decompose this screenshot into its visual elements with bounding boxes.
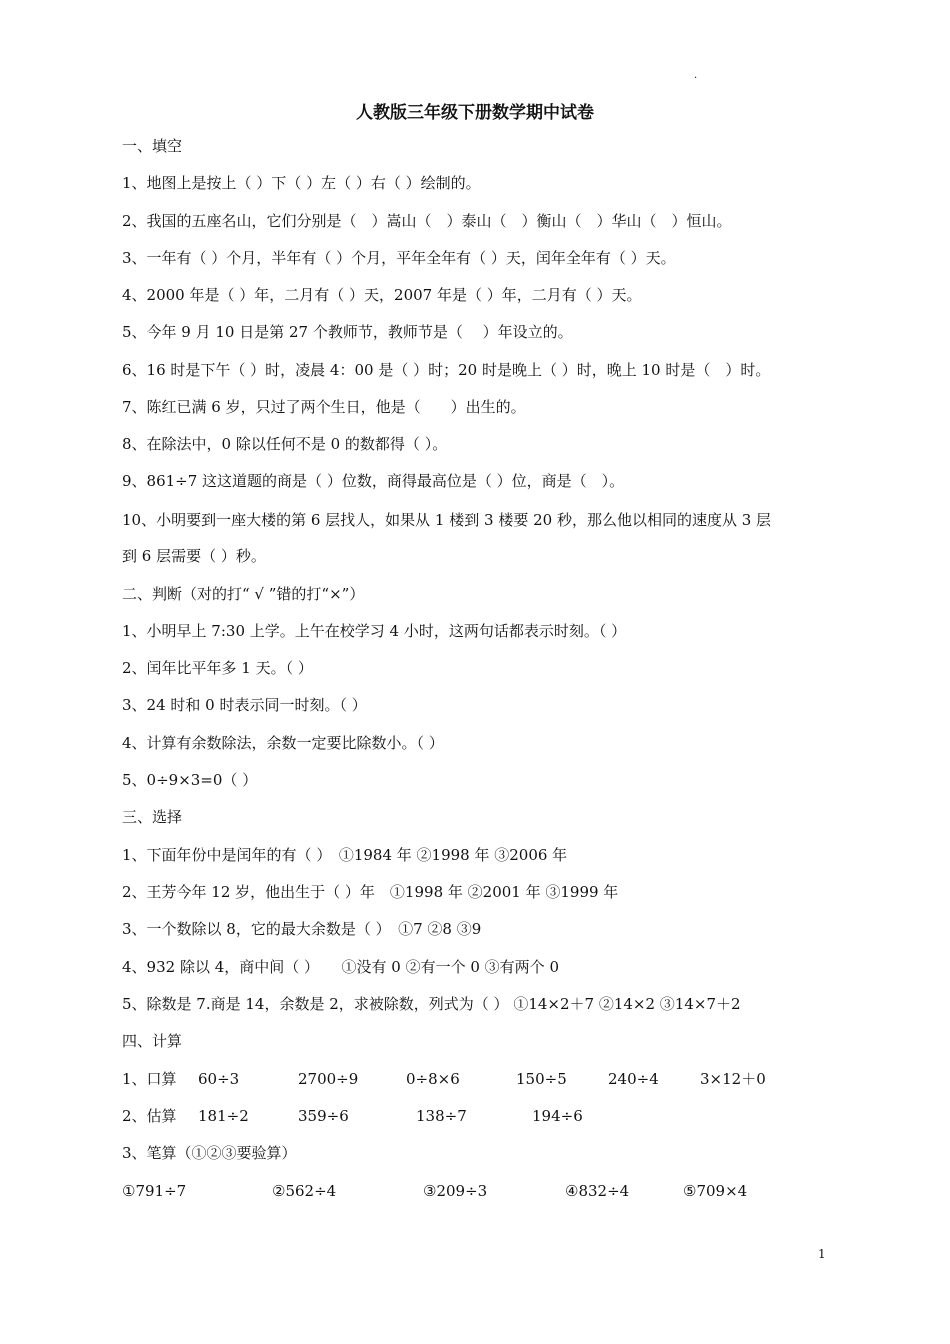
oral-calc-item: 60÷3 (198, 1070, 240, 1088)
page-title: 人教版三年级下册数学期中试卷 (356, 103, 594, 123)
oral-calc-label: 1、口算 (122, 1070, 177, 1088)
fill-question-9: 9、861÷7 这这道题的商是（ ）位数，商得最高位是（ ）位，商是（ ）。 (122, 472, 625, 490)
written-calc-item: ③209÷3 (423, 1182, 488, 1200)
header-mark: . (694, 70, 698, 81)
estimate-row (122, 1106, 822, 1126)
choice-question-5: 5、除数是 7.商是 14，余数是 2，求被除数，列式为（ ） ①14×2＋7 ②14×2 ③14×7＋2 (122, 995, 741, 1013)
oral-calc-item: 0÷8×6 (406, 1070, 460, 1088)
estimate-item: 359÷6 (298, 1107, 349, 1125)
judge-question-5: 5、0÷9×3=0（ ） (122, 771, 258, 789)
judge-question-3: 3、24 时和 0 时表示同一时刻。（ ） (122, 696, 367, 714)
written-calc-row (122, 1181, 822, 1201)
section-2-heading: 二、判断（对的打“ √ ”错的打“×”） (122, 585, 365, 603)
fill-question-4: 4、2000 年是（ ）年，二月有（ ）天，2007 年是（ ）年，二月有（ ）天。 (122, 286, 642, 304)
written-calc-item: ①791÷7 (122, 1182, 187, 1200)
oral-calc-row (122, 1069, 822, 1089)
section-3-heading: 三、选择 (122, 808, 183, 826)
oral-calc-item: 2700÷9 (298, 1070, 359, 1088)
fill-question-3: 3、一年有（ ）个月，半年有（ ）个月，平年全年有（ ）天，闰年全年有（ ）天。 (122, 249, 676, 267)
fill-question-8: 8、在除法中，0 除以任何不是 0 的数都得（ ）。 (122, 435, 448, 453)
section-4-heading: 四、计算 (122, 1032, 183, 1050)
choice-question-1: 1、下面年份中是闰年的有（ ） ①1984 年 ②1998 年 ③2006 年 (122, 846, 568, 864)
judge-question-2: 2、闰年比平年多 1 天。（ ） (122, 659, 313, 677)
written-calc-item: ④832÷4 (565, 1182, 630, 1200)
fill-question-10-line-2: 到 6 层需要（ ）秒。 (122, 547, 266, 565)
fill-question-6: 6、16 时是下午（ ）时，凌晨 4：00 是（ ）时；20 时是晚上（ ）时，晚上 10 时是（ ）时。 (122, 361, 771, 379)
written-calc-item: ②562÷4 (272, 1182, 337, 1200)
oral-calc-item: 150÷5 (516, 1070, 567, 1088)
page-number: 1 (818, 1247, 826, 1261)
fill-question-2: 2、我国的五座名山，它们分别是（ ）嵩山（ ）泰山（ ）衡山（ ）华山（ ）恒山。 (122, 212, 732, 230)
estimate-item: 181÷2 (198, 1107, 249, 1125)
section-1-heading: 一、填空 (122, 137, 183, 155)
written-calc-heading: 3、笔算（①②③要验算） (122, 1144, 297, 1162)
fill-question-5: 5、今年 9 月 10 日是第 27 个教师节，教师节是（ ）年设立的。 (122, 323, 573, 341)
oral-calc-item: 240÷4 (608, 1070, 659, 1088)
estimate-label: 2、估算 (122, 1107, 177, 1125)
judge-question-4: 4、计算有余数除法，余数一定要比除数小。（ ） (122, 734, 444, 752)
oral-calc-item: 3×12＋0 (700, 1070, 766, 1088)
choice-question-4: 4、932 除以 4，商中间（ ） ①没有 0 ②有一个 0 ③有两个 0 (122, 958, 559, 976)
fill-question-1: 1、地图上是按上（ ）下（ ）左（ ）右（ ）绘制的。 (122, 174, 481, 192)
judge-question-1: 1、小明早上 7:30 上学。上午在校学习 4 小时，这两句话都表示时刻。（ ） (122, 622, 627, 640)
estimate-item: 194÷6 (532, 1107, 583, 1125)
estimate-item: 138÷7 (416, 1107, 467, 1125)
choice-question-2: 2、王芳今年 12 岁，他出生于（ ）年 ①1998 年 ②2001 年 ③1999 年 (122, 883, 619, 901)
choice-question-3: 3、一个数除以 8，它的最大余数是（ ） ①7 ②8 ③9 (122, 920, 482, 938)
fill-question-10-line-1: 10、小明要到一座大楼的第 6 层找人，如果从 1 楼到 3 楼要 20 秒，那么他以相同的速度从 3 层 (122, 511, 772, 529)
fill-question-7: 7、陈红已满 6 岁，只过了两个生日，他是（ ）出生的。 (122, 398, 526, 416)
written-calc-item: ⑤709×4 (683, 1182, 748, 1200)
